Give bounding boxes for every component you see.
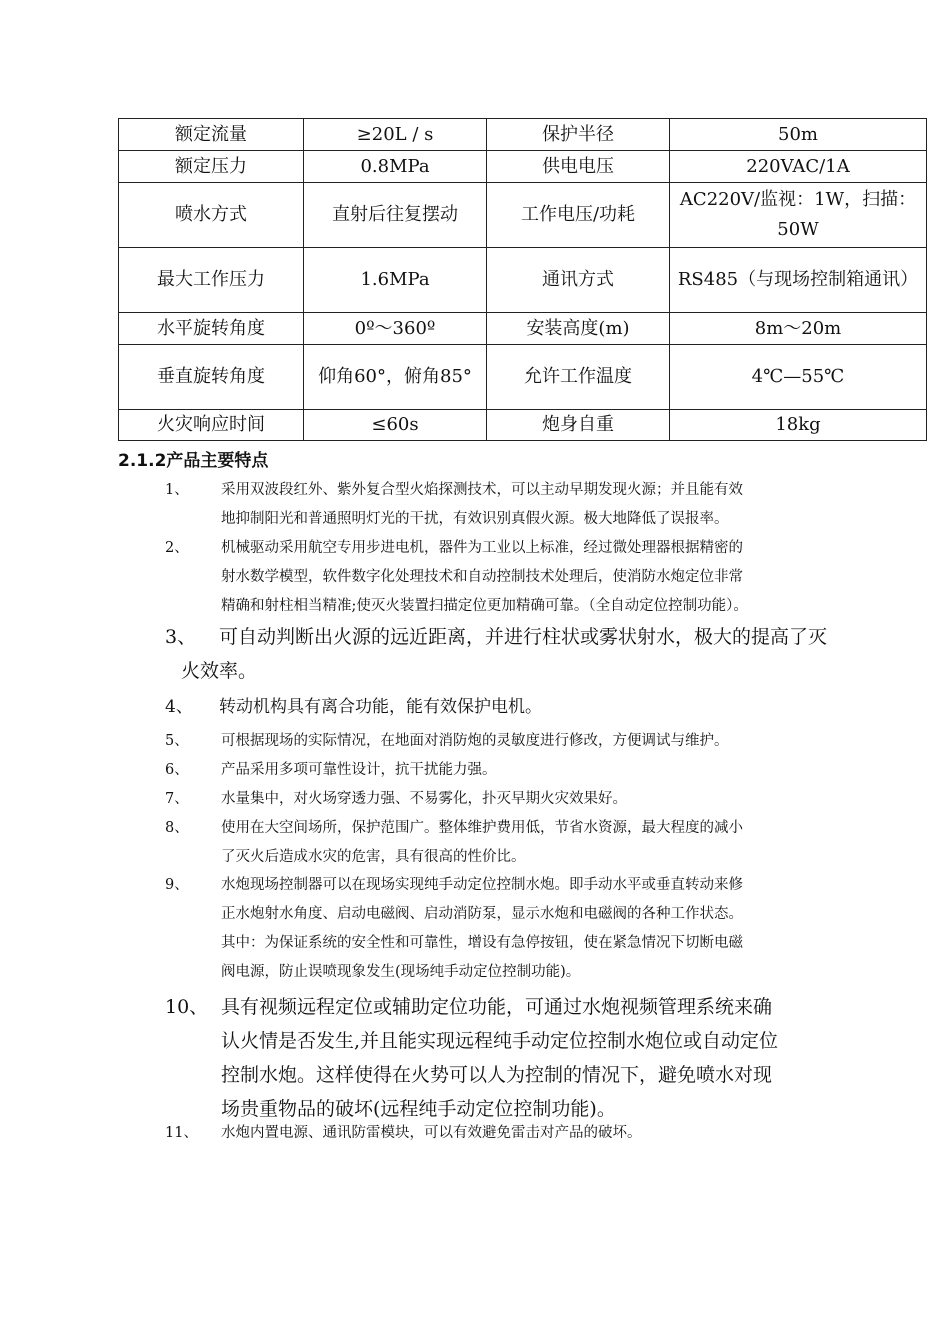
table-row <box>119 313 927 345</box>
table-cell: 额定压力 <box>119 151 304 183</box>
item-number: 2、 <box>165 540 189 556</box>
item-line: 水炮内置电源、通讯防雷模块，可以有效避免雷击对产品的破坏。 <box>221 1125 642 1141</box>
item-number: 7、 <box>165 791 189 807</box>
table-cell: 1.6MPa <box>304 248 487 313</box>
item-line: 射水数学模型，软件数字化处理技术和自动控制技术处理后，使消防水炮定位非常 <box>221 569 743 585</box>
item-line: 地抑制阳光和普通照明灯光的干扰，有效识别真假火源。极大地降低了误报率。 <box>221 511 729 527</box>
table-cell: 保护半径 <box>487 119 670 151</box>
spec-table <box>118 118 927 441</box>
item-line: 产品采用多项可靠性设计，抗干扰能力强。 <box>221 762 497 778</box>
item-number: 8、 <box>165 820 189 836</box>
table-cell: 垂直旋转角度 <box>119 345 304 410</box>
table-row <box>119 151 927 183</box>
table-cell: 仰角60°，俯角85° <box>304 345 487 410</box>
table-cell: 水平旋转角度 <box>119 313 304 345</box>
table-row <box>119 410 927 441</box>
item-number: 6、 <box>165 762 189 778</box>
table-cell: 18kg <box>670 410 927 441</box>
table-cell: 额定流量 <box>119 119 304 151</box>
item-line: 认火情是否发生,并且能实现远程纯手动定位控制水炮位或自动定位 <box>221 1030 779 1052</box>
table-cell: 直射后往复摆动 <box>304 183 487 248</box>
table-cell: AC220V/监视：1W，扫描：50W <box>670 183 927 248</box>
item-number: 4、 <box>165 697 193 717</box>
table-cell: 工作电压/功耗 <box>487 183 670 248</box>
table-cell: ≥20L / s <box>304 119 487 151</box>
item-line: 场贵重物品的破坏(远程纯手动定位控制功能)。 <box>221 1098 616 1120</box>
table-cell: 8m～20m <box>670 313 927 345</box>
item-number: 10、 <box>165 996 209 1018</box>
item-line: 使用在大空间场所，保护范围广。整体维护费用低，节省水资源，最大程度的减小 <box>221 820 743 836</box>
item-line: 水量集中，对火场穿透力强、不易雾化，扑灭早期火灾效果好。 <box>221 791 627 807</box>
table-cell: RS485（与现场控制箱通讯） <box>670 248 927 313</box>
table-cell: 4℃—55℃ <box>670 345 927 410</box>
table-row <box>119 119 927 151</box>
item-number: 3、 <box>165 626 197 648</box>
table-cell: 供电电压 <box>487 151 670 183</box>
table-cell: 220VAC/1A <box>670 151 927 183</box>
section-heading: 2.1.2产品主要特点 <box>118 451 269 471</box>
item-line: 机械驱动采用航空专用步进电机，器件为工业以上标准，经过微处理器根据精密的 <box>221 540 743 556</box>
table-cell: 火灾响应时间 <box>119 410 304 441</box>
item-line: 水炮现场控制器可以在现场实现纯手动定位控制水炮。即手动水平或垂直转动来修 <box>221 877 743 893</box>
table-cell: 炮身自重 <box>487 410 670 441</box>
table-row <box>119 345 927 410</box>
item-line: 可根据现场的实际情况，在地面对消防炮的灵敏度进行修改，方便调试与维护。 <box>221 733 729 749</box>
table-cell: 最大工作压力 <box>119 248 304 313</box>
item-line: 转动机构具有离合功能，能有效保护电机。 <box>219 697 542 717</box>
item-line: 精确和射柱相当精准;使灭火装置扫描定位更加精确可靠。（全自动定位控制功能）。 <box>221 598 748 614</box>
table-cell: 喷水方式 <box>119 183 304 248</box>
item-line: 了灭火后造成水灾的危害，具有很高的性价比。 <box>221 849 526 865</box>
table-cell: 50m <box>670 119 927 151</box>
table-cell: 0º～360º <box>304 313 487 345</box>
item-line: 具有视频远程定位或辅助定位功能，可通过水炮视频管理系统来确 <box>221 996 773 1018</box>
item-line: 控制水炮。这样使得在火势可以人为控制的情况下，避免喷水对现 <box>221 1064 773 1086</box>
item-number: 1、 <box>165 482 189 498</box>
table-cell: 0.8MPa <box>304 151 487 183</box>
table-cell: ≤60s <box>304 410 487 441</box>
item-number: 11、 <box>165 1125 198 1141</box>
item-number: 5、 <box>165 733 189 749</box>
table-cell: 允许工作温度 <box>487 345 670 410</box>
item-line: 其中：为保证系统的安全性和可靠性，增设有急停按钮，使在紧急情况下切断电磁 <box>221 935 743 951</box>
table-row <box>119 183 927 248</box>
item-line: 火效率。 <box>181 660 258 682</box>
item-line: 正水炮射水角度、启动电磁阀、启动消防泵，显示水炮和电磁阀的各种工作状态。 <box>221 906 743 922</box>
item-number: 9、 <box>165 877 189 893</box>
item-line: 可自动判断出火源的远近距离，并进行柱状或雾状射水，极大的提高了灭 <box>219 626 828 648</box>
item-line: 阀电源，防止误喷现象发生(现场纯手动定位控制功能)。 <box>221 964 581 980</box>
item-line: 采用双波段红外、紫外复合型火焰探测技术，可以主动早期发现火源；并且能有效 <box>221 482 743 498</box>
table-row <box>119 248 927 313</box>
table-cell: 通讯方式 <box>487 248 670 313</box>
table-cell: 安装高度(m) <box>487 313 670 345</box>
